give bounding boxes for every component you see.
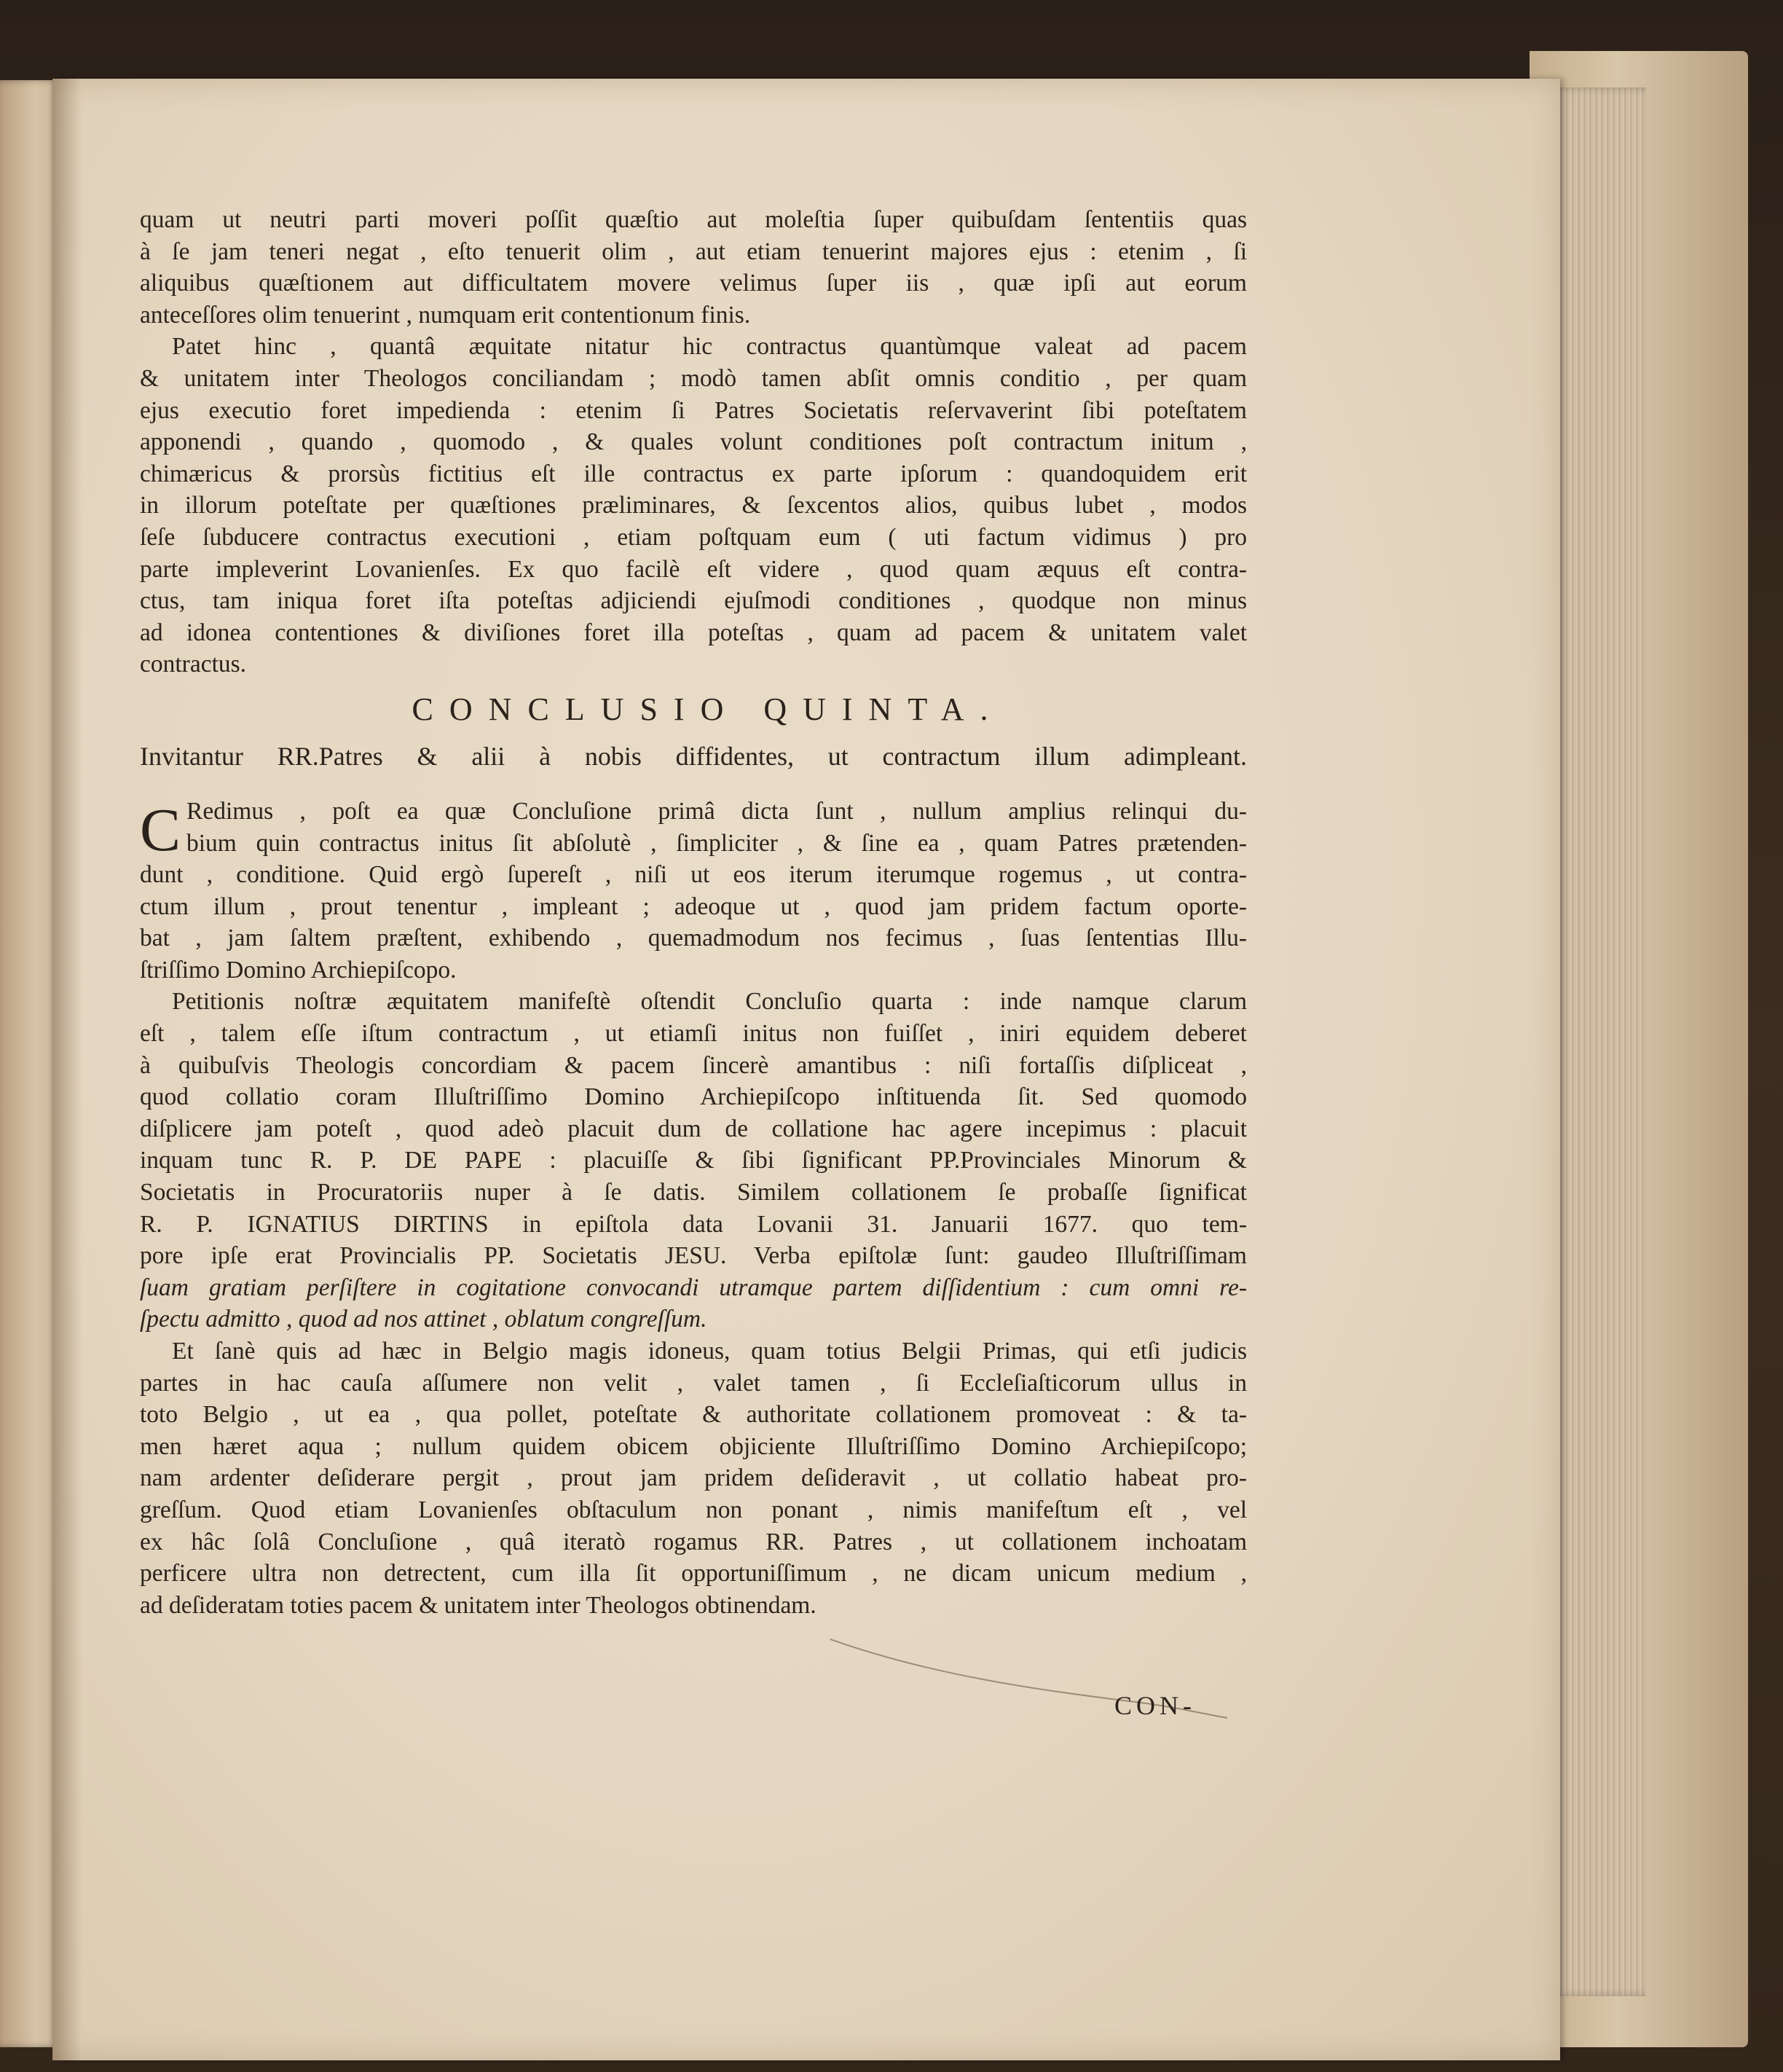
text-line: à ſe jam teneri negat , eſto tenuerit olim , aut etiam tenuerint majores ejus : etenim , ſi <box>140 238 1247 265</box>
text-line: partes in hac cauſa aſſumere non velit , valet tamen , ſi Eccleſiaſticorum ullus in <box>140 1369 1247 1397</box>
text-line: ctum illum , prout tenentur , impleant ; adeoque ut , quod jam pridem factum oporte- <box>140 892 1247 920</box>
text-line: R. P. IGNATIUS DIRTINS in epiſtola data Lovanii 31. Januarii 1677. quo tem- <box>140 1210 1247 1238</box>
text-line: ſtriſſimo Domino Archiepiſcopo. <box>140 956 457 984</box>
paragraph-4 <box>140 986 1247 1335</box>
text-line: anteceſſores olim tenuerint , numquam erit contentionum finis. <box>140 301 751 329</box>
page-block-edges <box>1551 87 1646 1996</box>
drop-capital: C <box>140 796 181 864</box>
text-line: Petitionis noſtræ æquitatem manifeſtè oſtendit Concluſio quarta : inde namque clarum <box>172 988 1247 1016</box>
text-line: ſpectu admitto , quod ad nos attinet , oblatum congreſſum. <box>140 1306 707 1333</box>
text-line: bium quin contractus initus ſit abſolutè , ſimpliciter , & ſine ea , quam Patres prætenden- <box>186 829 1247 857</box>
text-line: ad deſideratam toties pacem & unitatem inter Theologos obtinendam. <box>140 1591 816 1619</box>
text-line: contractus. <box>140 651 247 678</box>
text-line: parte impleverint Lovanienſes. Ex quo facilè eſt videre , quod quam æquus eſt contra- <box>140 555 1247 583</box>
text-line: nam ardenter deſiderare pergit , prout jam pridem deſideravit , ut collatio habeat pro- <box>140 1464 1247 1492</box>
text-line: quod collatio coram Illuſtriſſimo Domino Archiepiſcopo inſtituenda ſit. Sed quomodo <box>140 1083 1247 1111</box>
text-line: & unitatem inter Theologos conciliandam ; modò tamen abſit omnis conditio , per quam <box>140 364 1247 392</box>
section-subheading: Invitantur RR.Patres & alii à nobis diffidentes, ut contractum illum adimpleant. <box>140 741 1247 771</box>
paragraph-3 <box>140 796 1247 986</box>
catchword: CON- <box>1114 1691 1196 1720</box>
text-line: Redimus , poſt ea quæ Concluſione primâ dicta ſunt , nullum amplius relinqui du- <box>186 797 1247 825</box>
paragraph-2 <box>140 331 1247 680</box>
text-line: toto Belgio , ut ea , qua pollet, poteſtate & authoritate collationem promoveat : & ta- <box>140 1401 1247 1429</box>
facing-page-edge <box>0 80 58 2047</box>
text-line: greſſum. Quod etiam Lovanienſes obſtaculum non ponant , nimis manifeſtum eſt , vel <box>140 1496 1247 1523</box>
page-text <box>140 204 1247 1621</box>
text-line: dunt , conditione. Quid ergò ſupereſt , niſi ut eos iterum iterumque rogemus , ut contra- <box>140 861 1247 889</box>
text-line: ſuam gratiam perſiſtere in cogitatione convocandi utramque partem diſſidentium : cum omni re- <box>140 1274 1247 1301</box>
text-line: aliquibus quæſtionem aut difficultatem movere velimus ſuper iis , quæ ipſi aut eorum <box>140 270 1247 297</box>
text-line: eſt , talem eſſe iſtum contractum , ut etiamſi initus non fuiſſet , iniri equidem deberet <box>140 1020 1247 1048</box>
text-line: Et ſanè quis ad hæc in Belgio magis idoneus, quam totius Belgii Primas, qui etſi judicis <box>172 1338 1247 1365</box>
paragraph-1 <box>140 204 1247 331</box>
text-line: apponendi , quando , quomodo , & quales volunt conditiones poſt contractum initum , <box>140 428 1247 456</box>
gutter-shadow <box>52 79 82 2060</box>
text-line: ctus, tam iniqua foret iſta poteſtas adjiciendi ejuſmodi conditiones , quodque non minus <box>140 587 1247 615</box>
text-line: bat , jam ſaltem præſtent, exhibendo , quemadmodum nos fecimus , ſuas ſententias Illu- <box>140 925 1247 952</box>
text-line: ex hâc ſolâ Concluſione , quâ iteratò rogamus RR. Patres , ut collationem inchoatam <box>140 1528 1247 1555</box>
text-line: Societatis in Procuratoriis nuper à ſe datis. Similem collationem ſe probaſſe ſignificat <box>140 1179 1247 1206</box>
paragraph-5 <box>140 1335 1247 1621</box>
text-line: perficere ultra non detrectent, cum illa ſit opportuniſſimum , ne dicam unicum medium , <box>140 1560 1247 1588</box>
text-line: ejus executio foret impedienda : etenim ſi Patres Societatis reſervaverint ſibi poteſtatem <box>140 396 1247 424</box>
text-line: pore ipſe erat Provincialis PP. Societatis JESU. Verba epiſtolæ ſunt: gaudeo Illuſtriſſimam <box>140 1242 1247 1270</box>
text-line: in illorum poteſtate per quæſtiones præliminares, & ſexcentos alios, quibus lubet , modos <box>140 492 1247 519</box>
text-line: ad idonea contentiones & diviſiones foret illa poteſtas , quam ad pacem & unitatem valet <box>140 619 1247 646</box>
text-line: à quibuſvis Theologis concordiam & pacem ſincerè amantibus : niſi fortaſſis diſpliceat , <box>140 1051 1247 1079</box>
text-line: men hæret aqua ; nullum quidem obicem objiciente Illuſtriſſimo Domino Archiepiſcopo; <box>140 1432 1247 1460</box>
text-line: Patet hinc , quantâ æquitate nitatur hic contractus quantùmque valeat ad pacem <box>172 333 1247 361</box>
text-line: ſeſe ſubducere contractus executioni , etiam poſtquam eum ( uti factum vidimus ) pro <box>140 523 1247 551</box>
text-line: inquam tunc R. P. DE PAPE : placuiſſe & ſibi ſignificant PP.Provinciales Minorum & <box>140 1147 1247 1174</box>
text-line: quam ut neutri parti moveri poſſit quæſtio aut moleſtia ſuper quibuſdam ſententiis quas <box>140 206 1247 233</box>
section-heading: CONCLUSIO QUINTA. <box>412 691 1004 727</box>
text-line: diſplicere jam poteſt , quod adeò placuit dum de collatione hac agere incepimus : placuit <box>140 1115 1247 1142</box>
text-line: chimæricus & prorsùs fictitius eſt ille contractus ex parte ipſorum : quandoquidem erit <box>140 460 1247 487</box>
